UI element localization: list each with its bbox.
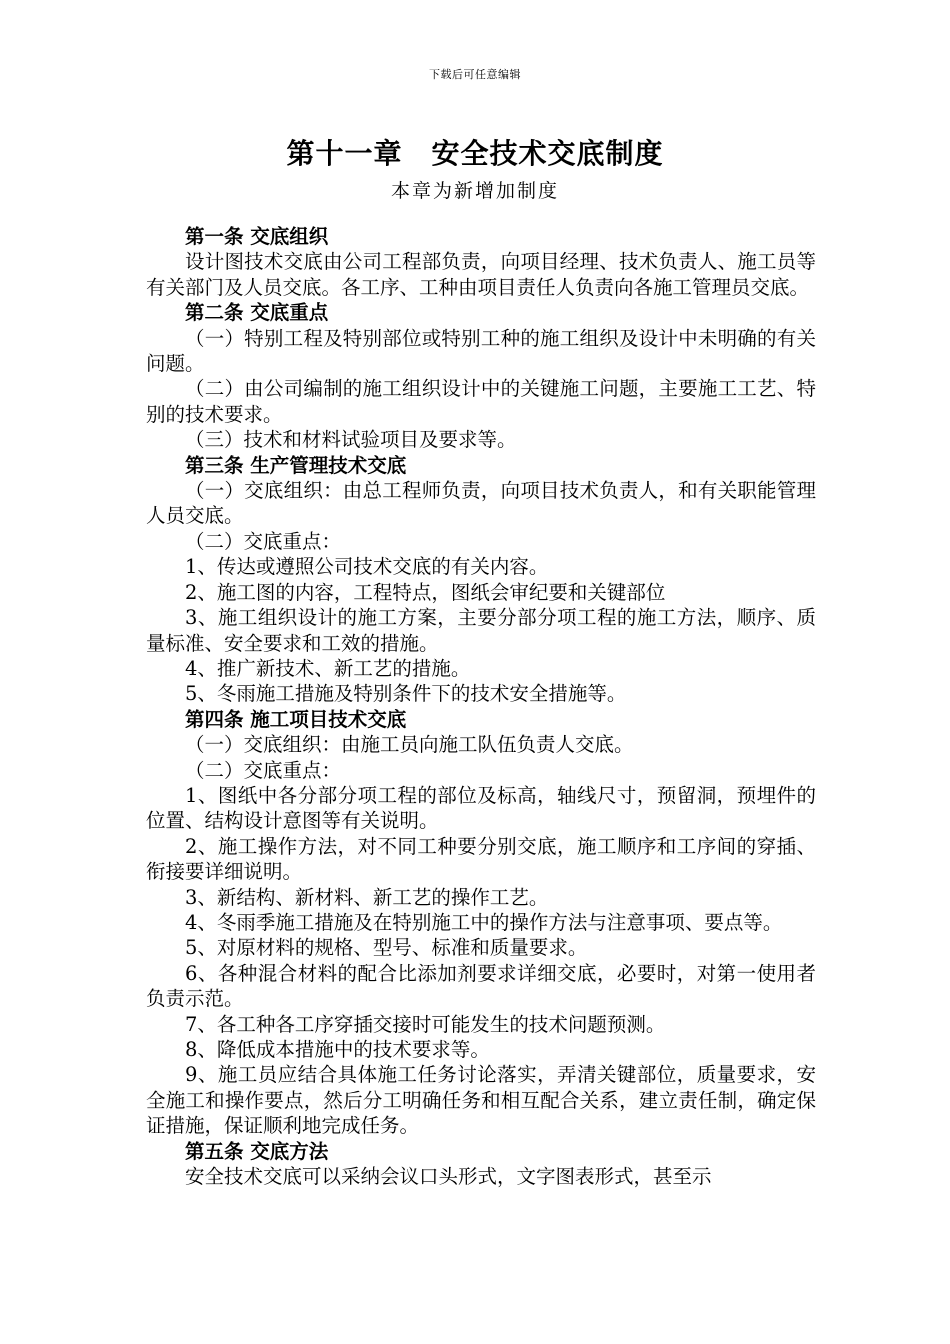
paragraph: 6、各种混合材料的配合比添加剂要求详细交底，必要时，对第一使用者负责示范。 [146,961,816,1011]
paragraph: 7、各工种各工序穿插交接时可能发生的技术问题预测。 [185,1012,666,1036]
paragraph: 2、施工图的内容，工程特点，图纸会审纪要和关键部位 [185,580,666,604]
paragraph: 1、图纸中各分部分项工程的部位及标高，轴线尺寸，预留洞，预埋件的位置、结构设计意图等有关说明。 [146,783,816,833]
paragraph: （三）技术和材料试验项目及要求等。 [185,428,517,452]
article-heading: 第五条 交底方法 [185,1139,329,1163]
article-heading: 第三条 生产管理技术交底 [185,453,407,477]
paragraph: 9、施工员应结合具体施工任务讨论落实，弄清关键部位，质量要求，安全施工和操作要点，然后分工明确任务和相互配合关系，建立责任制，确定保证措施，保证顺利地完成任务。 [146,1063,816,1138]
paragraph: （二）交底重点： [185,529,342,553]
paragraph: 8、降低成本措施中的技术要求等。 [185,1038,490,1061]
document-body [146,224,816,1189]
article-heading: 第二条 交底重点 [185,301,329,325]
paragraph: （一）交底组织：由总工程师负责，向项目技术负责人，和有关职能管理人员交底。 [146,479,816,528]
paragraph: （一）交底组织：由施工员向施工队伍负责人交底。 [185,733,634,757]
paragraph: （二）由公司编制的施工组织设计中的关键施工问题，主要施工工艺、特别的技术要求。 [146,377,816,426]
article-heading: 第四条 施工项目技术交底 [185,707,407,731]
header-note: 下载后可任意编辑 [429,68,521,81]
paragraph: 2、施工操作方法，对不同工种要分别交底，施工顺序和工序间的穿插、衔接要详细说明。 [146,834,816,884]
paragraph: 4、推广新技术、新工艺的措施。 [185,656,471,680]
article-heading: 第一条 交底组织 [185,225,329,248]
paragraph: 5、对原材料的规格、型号、标准和质量要求。 [185,936,588,960]
paragraph: 安全技术交底可以采纳会议口头形式，文字图表形式，甚至示 [185,1165,712,1189]
paragraph: 5、冬雨施工措施及特别条件下的技术安全措施等。 [185,682,627,706]
paragraph: 4、冬雨季施工措施及在特别施工中的操作方法与注意事项、要点等。 [185,910,783,934]
paragraph: 3、新结构、新材料、新工艺的操作工艺。 [185,885,549,909]
paragraph: （二）交底重点： [185,758,342,782]
paragraph: 设计图技术交底由公司工程部负责，向项目经理、技术负责人、施工员等有关部门及人员交底。各工序、工种由项目责任人负责向各施工管理员交底。 [146,250,816,299]
paragraph: 1、传达或遵照公司技术交底的有关内容。 [185,555,549,579]
chapter-title: 第十一章 安全技术交底制度 [286,137,664,170]
paragraph: 3、施工组织设计的施工方案，主要分部分项工程的施工方法，顺序、质量标准、安全要求和工效的措施。 [146,606,816,655]
paragraph: （一）特别工程及特别部位或特别工种的施工组织及设计中未明确的有关问题。 [146,326,816,376]
chapter-subtitle: 本章为新增加制度 [390,180,559,202]
